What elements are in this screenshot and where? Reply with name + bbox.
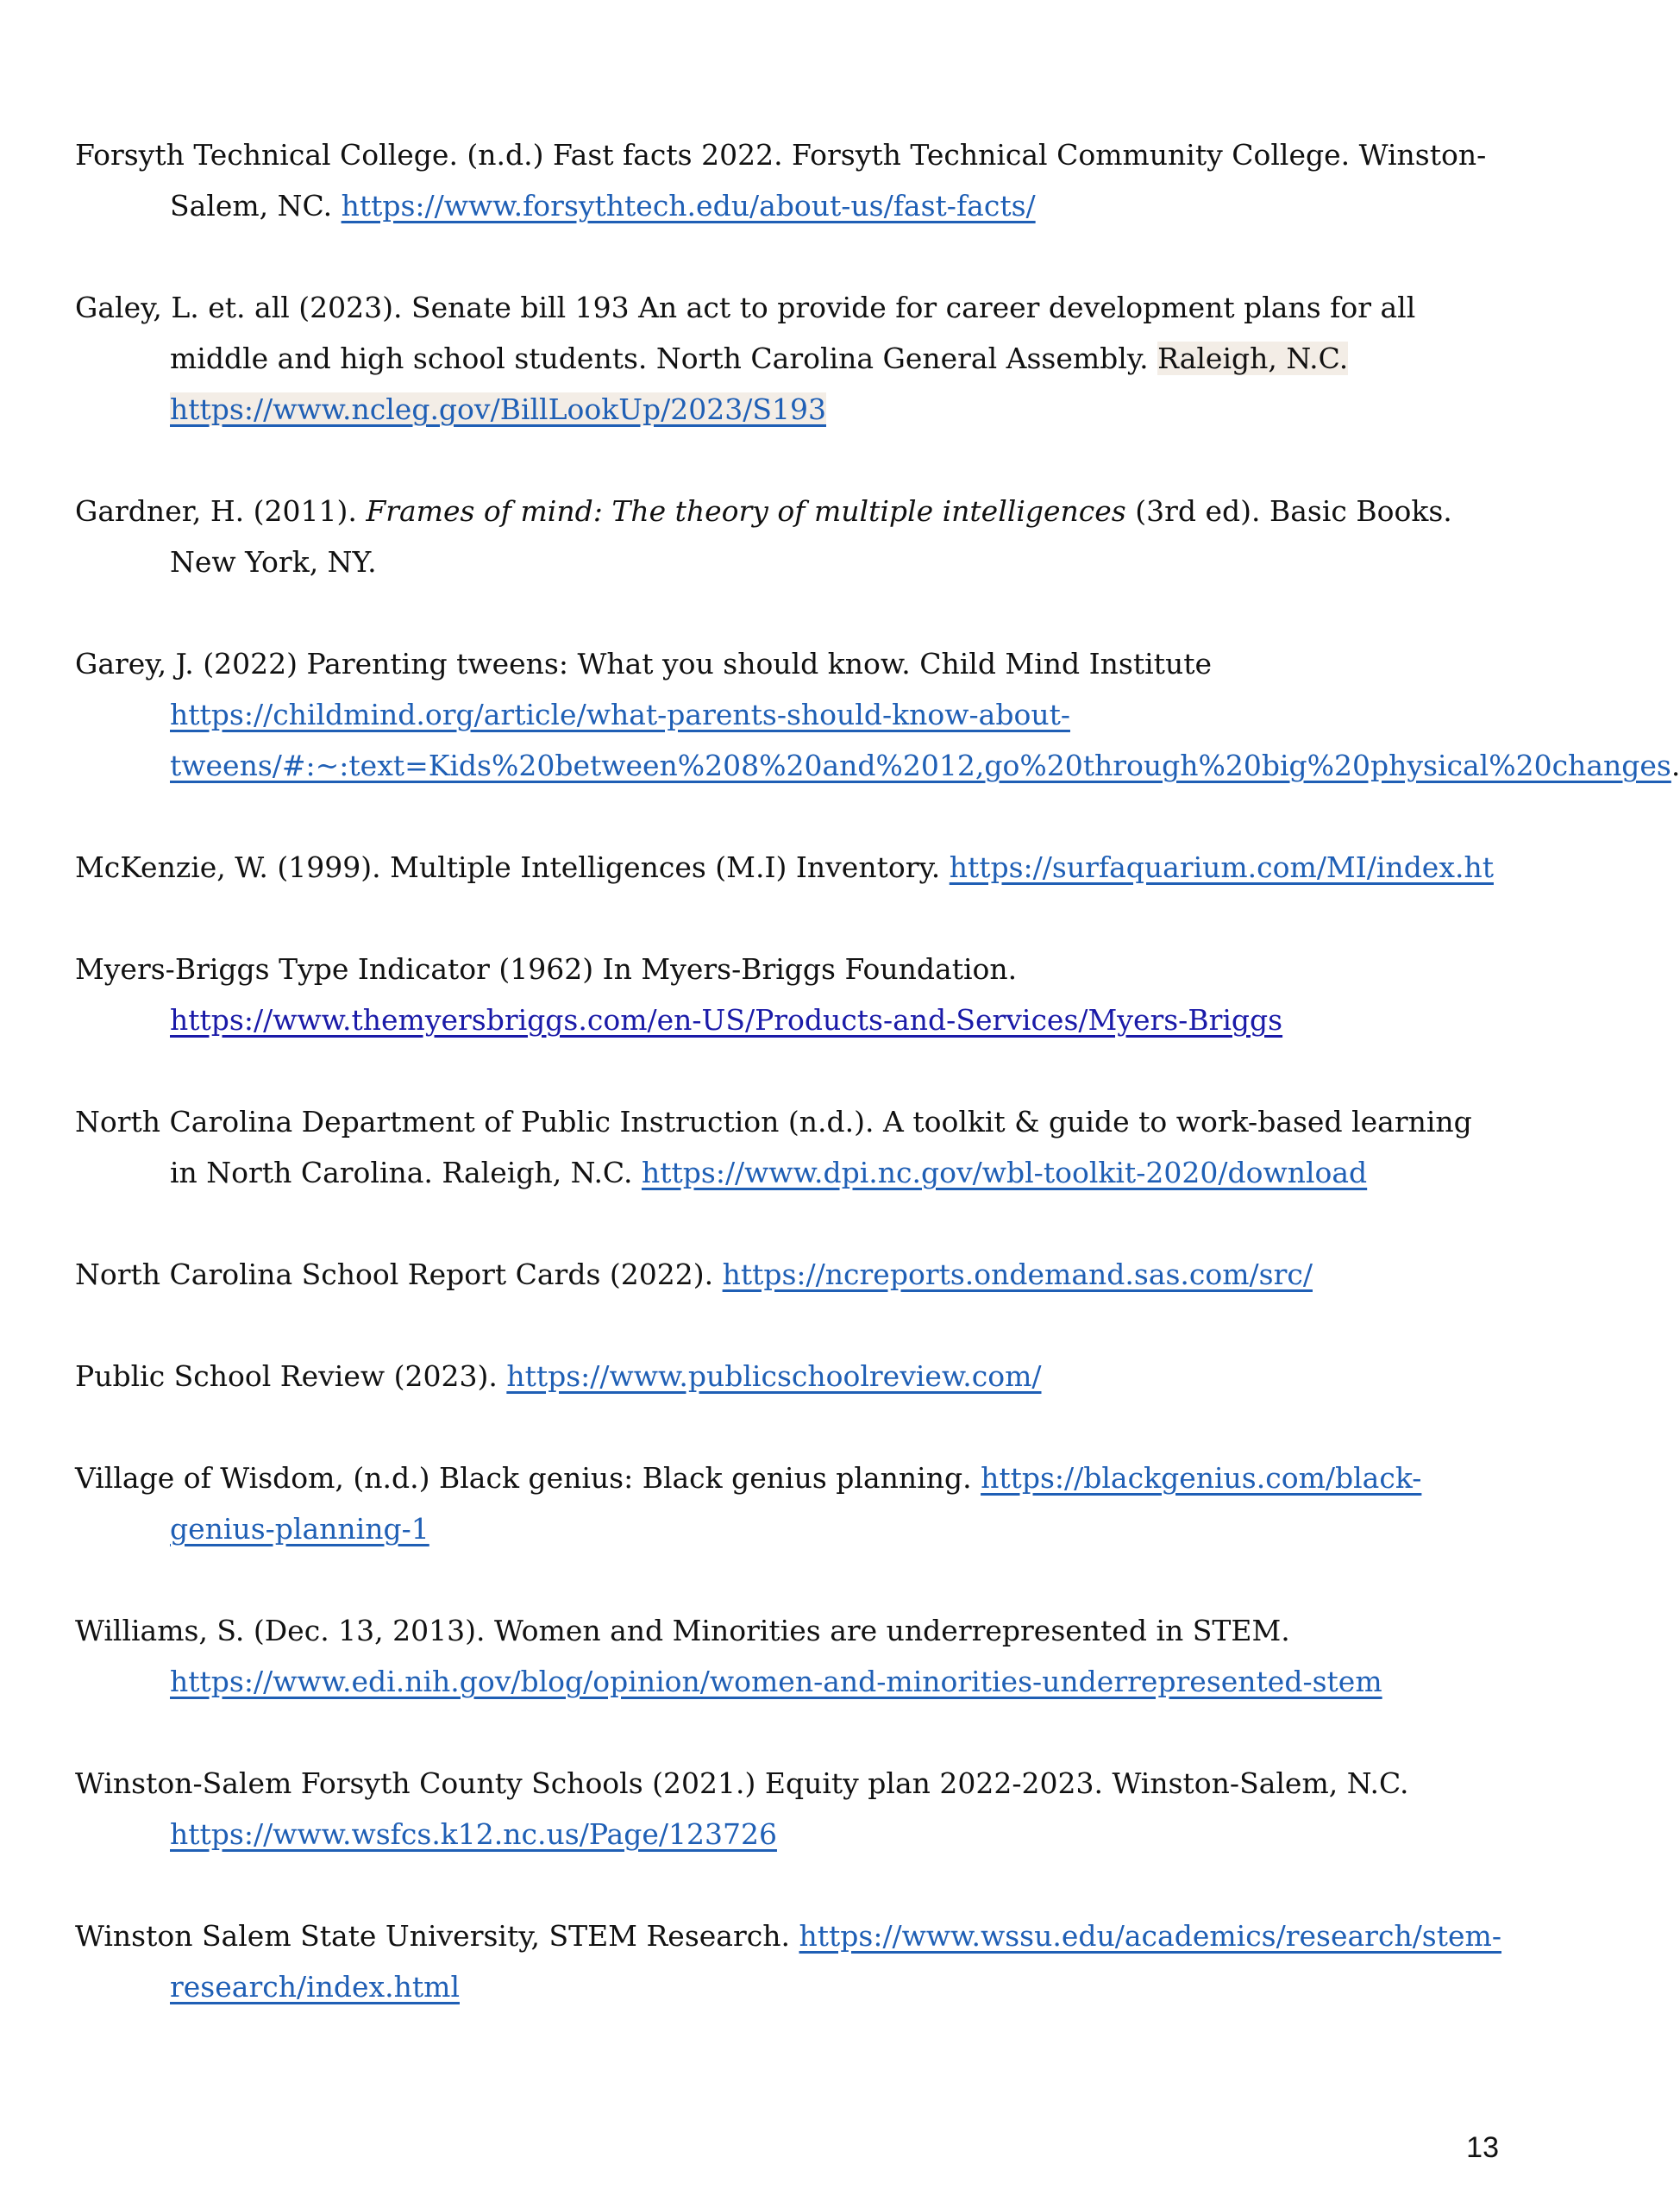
reference-link[interactable]: https://www.dpi.nc.gov/wbl-toolkit-2020/download — [641, 1156, 1368, 1189]
reference-list — [75, 129, 1680, 2063]
reference-entry — [75, 1910, 1507, 2012]
reference-entry — [75, 282, 1507, 435]
reference-text: Galey, L. et. all (2023). Senate bill 193 An act to provide for career development plans for all middle and high school students. North Carolina General Assembly. — [75, 291, 1416, 375]
reference-entry — [75, 1452, 1507, 1554]
reference-entry — [75, 944, 1507, 1045]
reference-link[interactable]: https://childmind.org/article/what-parents-should-know-about-tweens/#:~:text=Kids%20between%208%20and%2012,go%20through%20big%20physical%20changes — [170, 698, 1671, 782]
reference-text: Village of Wisdom, (n.d.) Black genius: Black genius planning. — [75, 1461, 981, 1495]
reference-link[interactable]: https://blackgenius.com/black-genius-planning-1 — [170, 1461, 1422, 1546]
reference-entry — [75, 1249, 1507, 1300]
reference-text: McKenzie, W. (1999). Multiple Intelligences (M.I) Inventory. — [75, 850, 950, 884]
reference-link[interactable]: https://www.ncleg.gov/BillLookUp/2023/S193 — [170, 392, 826, 426]
reference-link[interactable]: https://www.wsfcs.k12.nc.us/Page/123726 — [170, 1817, 777, 1851]
reference-text: Garey, J. (2022) Parenting tweens: What you should know. Child Mind Institute — [75, 647, 1212, 681]
reference-entry — [75, 486, 1507, 587]
reference-entry — [75, 129, 1507, 231]
reference-link[interactable]: https://www.edi.nih.gov/blog/opinion/women-and-minorities-underrepresented-stem — [170, 1665, 1382, 1698]
reference-link[interactable]: https://www.wssu.edu/academics/research/stem-research/index.html — [170, 1919, 1501, 2004]
reference-link[interactable]: https://www.publicschoolreview.com/ — [506, 1359, 1042, 1393]
reference-link[interactable]: https://www.forsythtech.edu/about-us/fast-facts/ — [341, 189, 1036, 223]
reference-link[interactable]: https://www.themyersbriggs.com/en-US/Products-and-Services/Myers-Briggs — [170, 1003, 1283, 1037]
reference-entry — [75, 1758, 1507, 1860]
reference-text: Gardner, H. (2011). — [75, 494, 367, 528]
reference-text: North Carolina School Report Cards (2022). — [75, 1258, 723, 1291]
reference-text: Williams, S. (Dec. 13, 2013). Women and Minorities are underrepresented in STEM. — [75, 1614, 1290, 1647]
page-number: 13 — [1466, 2131, 1499, 2164]
reference-entry — [75, 1351, 1507, 1402]
reference-text: Public School Review (2023). — [75, 1359, 507, 1393]
reference-entry — [75, 1096, 1507, 1198]
reference-entry — [75, 842, 1507, 893]
reference-text: Myers-Briggs Type Indicator (1962) In Myers-Briggs Foundation. — [75, 952, 1018, 986]
reference-text: Winston Salem State University, STEM Research. — [75, 1919, 799, 1953]
reference-text: Forsyth Technical College. (n.d.) Fast facts 2022. Forsyth Technical Community College. Winston-Salem, NC. — [75, 138, 1487, 223]
reference-text: Winston-Salem Forsyth County Schools (2021.) Equity plan 2022-2023. Winston-Salem, N.C. — [75, 1766, 1409, 1800]
reference-entry — [75, 1605, 1507, 1707]
reference-text: Raleigh, N.C. — [1157, 342, 1349, 375]
reference-entry — [75, 638, 1680, 791]
reference-link[interactable]: https://ncreports.ondemand.sas.com/src/ — [722, 1258, 1313, 1291]
reference-link[interactable]: https://surfaquarium.com/MI/index.ht — [949, 850, 1494, 884]
reference-title-italic: Frames of mind: The theory of multiple intelligences — [366, 494, 1126, 528]
reference-text: North Carolina Department of Public Instruction (n.d.). A toolkit & guide to work-based learning in North Carolina. Raleigh, N.C. — [75, 1105, 1472, 1189]
reference-text: . — [1671, 749, 1680, 782]
reference-text: (3rd ed). Basic Books. New York, NY. — [170, 494, 1452, 579]
